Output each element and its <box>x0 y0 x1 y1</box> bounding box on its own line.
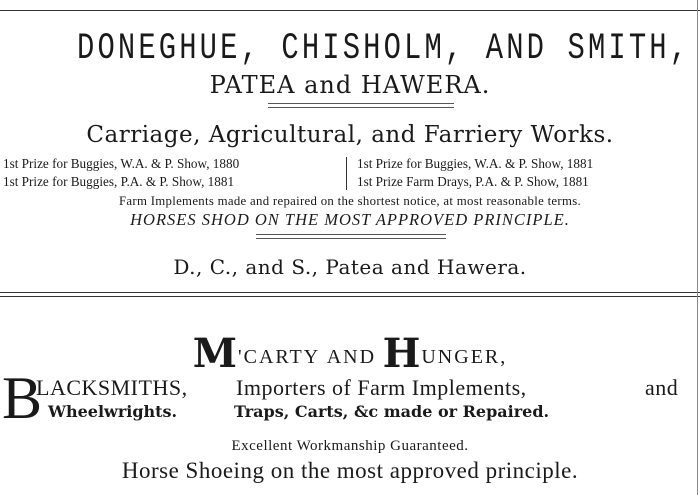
ad2-firm-name <box>0 330 700 377</box>
ad2-dropcap: B <box>2 365 43 431</box>
ad2-name-initial-h: H <box>382 330 422 377</box>
ad2-traps-carts: Traps, Carts, &c made or Repaired. <box>234 402 550 421</box>
ad1-prizes-left <box>3 155 239 190</box>
ad1-towns: PATEA and HAWERA. <box>209 71 491 99</box>
ad1-works-heading: Carriage, Agricultural, and Farriery Works. <box>86 122 614 148</box>
prize-line: 1st Prize for Buggies, W.A. & P. Show, 1881 <box>357 156 594 171</box>
ad1-towns-underline <box>268 103 454 108</box>
prize-line: 1st Prize for Buggies, P.A. & P. Show, 1881 <box>3 173 235 189</box>
ad1-prize-list <box>0 155 700 191</box>
prize-line: 1st Prize for Buggies, W.A. & P. Show, 1880 <box>3 156 240 171</box>
ad2-name-and: AND <box>326 346 377 368</box>
ad1-horses-underline <box>256 234 446 239</box>
ad2-shoeing: Horse Shoeing on the most approved principle. <box>121 458 579 483</box>
ad1-horses-note: HORSES SHOD ON THE MOST APPROVED PRINCIPLE. <box>130 210 570 229</box>
ad2-name-initial-m: M <box>192 330 239 377</box>
ad1-title: DONEGHUE, CHISHOLM, AND SMITH, <box>77 28 691 70</box>
prize-line: 1st Prize Farm Drays, P.A. & P. Show, 1881 <box>357 173 589 189</box>
ad1-repair-note: Farm Implements made and repaired on the shortest notice, at most reasonable terms. <box>119 194 581 208</box>
ad2-services-line <box>48 402 700 421</box>
ad2-importers: Importers of Farm Implements, <box>236 375 527 400</box>
ad2-wheelwrights: Wheelwrights. <box>48 402 178 421</box>
column-edge-rule <box>697 0 698 495</box>
ad1-signoff: D., C., and S., Patea and Hawera. <box>173 255 527 279</box>
ad2-name-carty: 'CARTY <box>238 346 321 368</box>
ad2-and: and <box>645 375 679 400</box>
ad2-name-unger: UNGER, <box>421 346 508 368</box>
ad-divider-rule <box>0 292 700 297</box>
top-rule <box>0 10 700 11</box>
ad2-guarantee: Excellent Workmanship Guaranteed. <box>231 438 469 454</box>
prize-column-divider <box>346 157 347 190</box>
ad2-trades-line <box>36 375 700 401</box>
ad1-prizes-right <box>357 155 593 190</box>
ad2-blacksmiths: LACKSMITHS, <box>36 375 188 400</box>
